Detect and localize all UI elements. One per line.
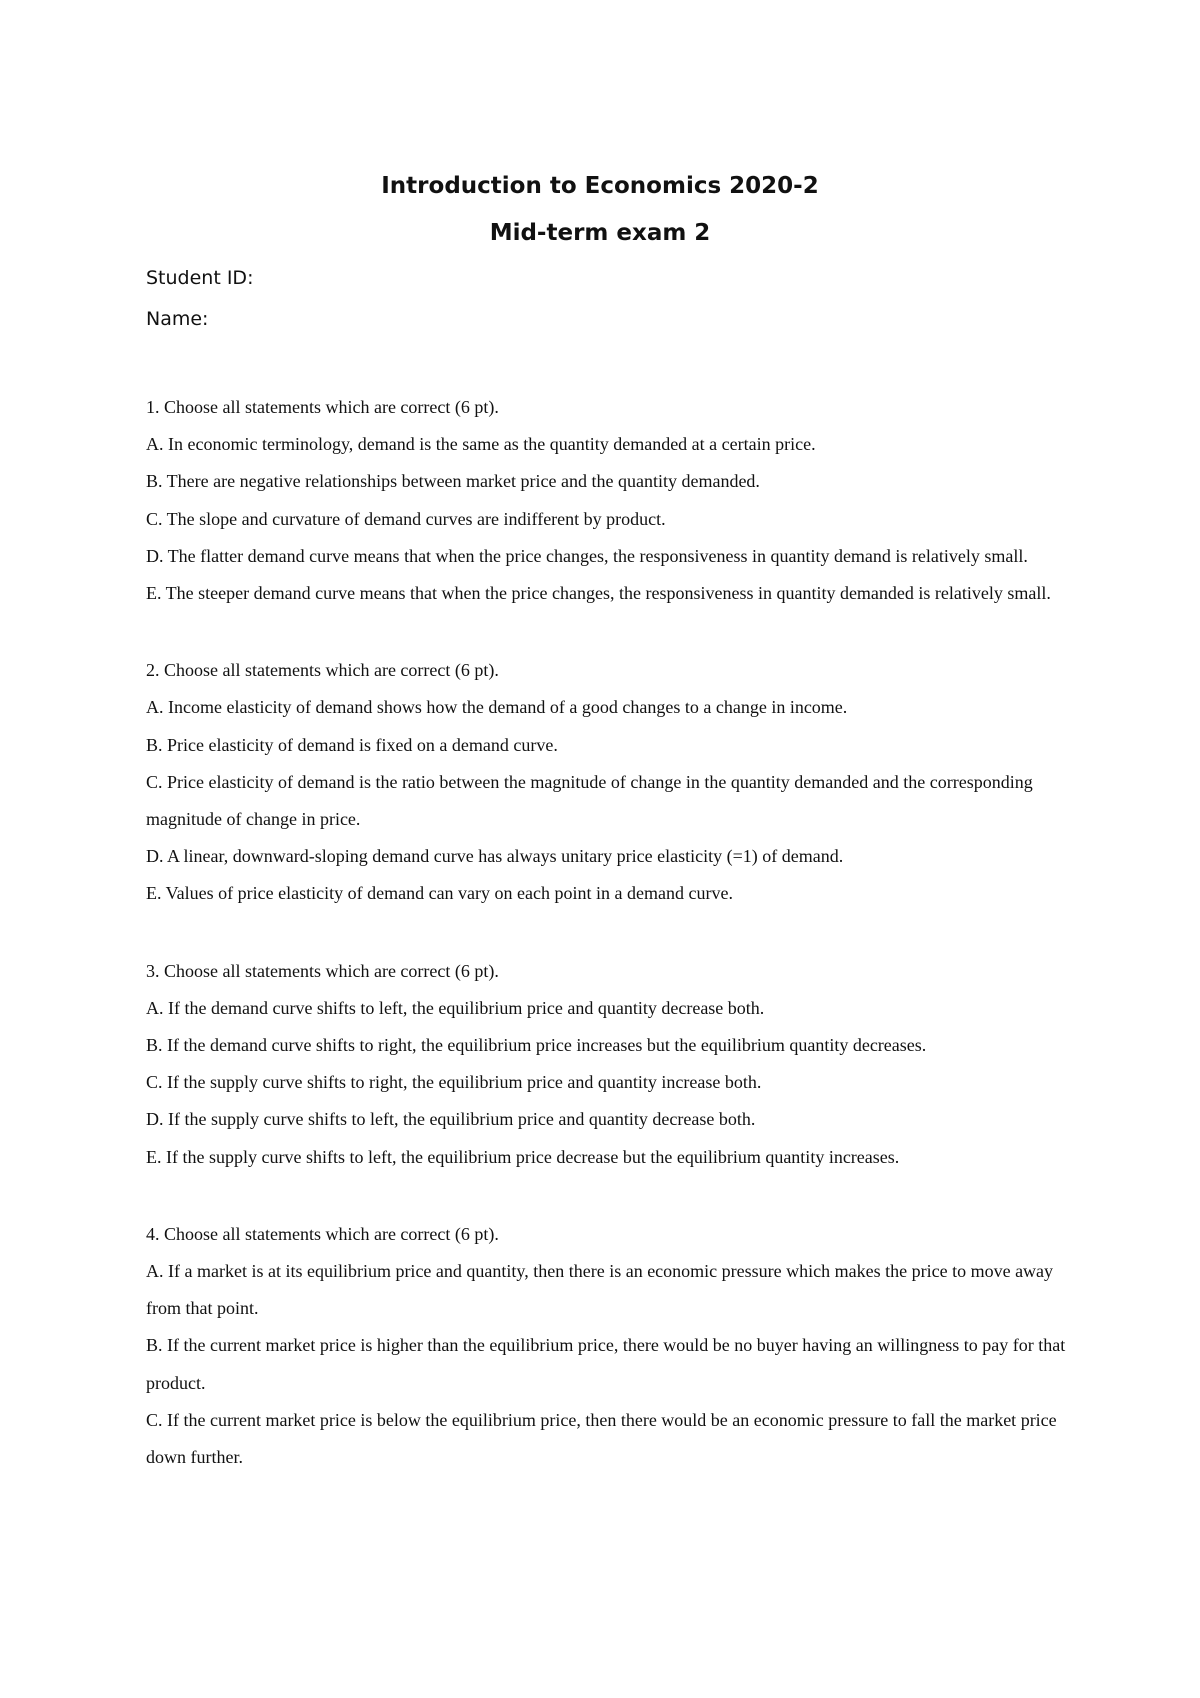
answer-option: E. Values of price elasticity of demand can vary on each point in a demand curve.: [146, 883, 733, 904]
answer-option: B. Price elasticity of demand is fixed on a demand curve.: [146, 734, 558, 755]
page-title: Introduction to Economics 2020-2: [381, 173, 819, 199]
question-prompt: 2. Choose all statements which are correct (6 pt).: [146, 660, 499, 681]
answer-option: E. The steeper demand curve means that when the price changes, the responsiveness in quantity demanded is relatively small.: [146, 583, 1051, 604]
answer-option: B. If the current market price is higher than the equilibrium price, there would be no buyer having an willingness to pay for that product.: [146, 1335, 1066, 1393]
answer-option: D. If the supply curve shifts to left, the equilibrium price and quantity decrease both.: [146, 1109, 756, 1130]
answer-option: C. If the current market price is below the equilibrium price, then there would be an economic pressure to fall the market price down further.: [146, 1409, 1057, 1468]
answer-option: C. Price elasticity of demand is the ratio between the magnitude of change in the quantity demanded and the corresponding magnitude of change in price.: [146, 771, 1033, 830]
student-id-label: Student ID:: [146, 267, 254, 289]
answer-option: A. In economic terminology, demand is the same as the quantity demanded at a certain price.: [146, 434, 816, 455]
question-prompt: 4. Choose all statements which are correct (6 pt).: [146, 1223, 499, 1244]
name-label: Name:: [146, 308, 209, 330]
question-list: [146, 389, 1066, 1516]
answer-option: B. There are negative relationships between market price and the quantity demanded.: [146, 471, 760, 492]
answer-option: D. A linear, downward-sloping demand curve has always unitary price elasticity (=1) of demand.: [146, 846, 844, 867]
page-subtitle: Mid-term exam 2: [489, 220, 711, 246]
answer-option: D. The flatter demand curve means that when the price changes, the responsiveness in quantity demand is relatively small.: [146, 545, 1028, 566]
answer-option: A. Income elasticity of demand shows how the demand of a good changes to a change in income.: [146, 697, 848, 718]
answer-option: E. If the supply curve shifts to left, the equilibrium price decrease but the equilibrium quantity increases.: [146, 1146, 900, 1167]
question-prompt: 3. Choose all statements which are correct (6 pt).: [146, 960, 499, 981]
answer-option: B. If the demand curve shifts to right, the equilibrium price increases but the equilibrium quantity decreases.: [146, 1035, 927, 1056]
answer-option: A. If the demand curve shifts to left, the equilibrium price and quantity decrease both.: [146, 997, 765, 1018]
question-3: [146, 953, 1066, 1176]
answer-option: A. If a market is at its equilibrium price and quantity, then there is an economic pressure which makes the price to move away from that point.: [146, 1261, 1054, 1319]
question-4: [146, 1216, 1066, 1476]
question-1: [146, 389, 1066, 612]
answer-option: C. The slope and curvature of demand curves are indifferent by product.: [146, 508, 666, 529]
question-2: [146, 652, 1066, 912]
question-prompt: 1. Choose all statements which are correct (6 pt).: [146, 397, 499, 417]
answer-option: C. If the supply curve shifts to right, the equilibrium price and quantity increase both.: [146, 1072, 762, 1093]
